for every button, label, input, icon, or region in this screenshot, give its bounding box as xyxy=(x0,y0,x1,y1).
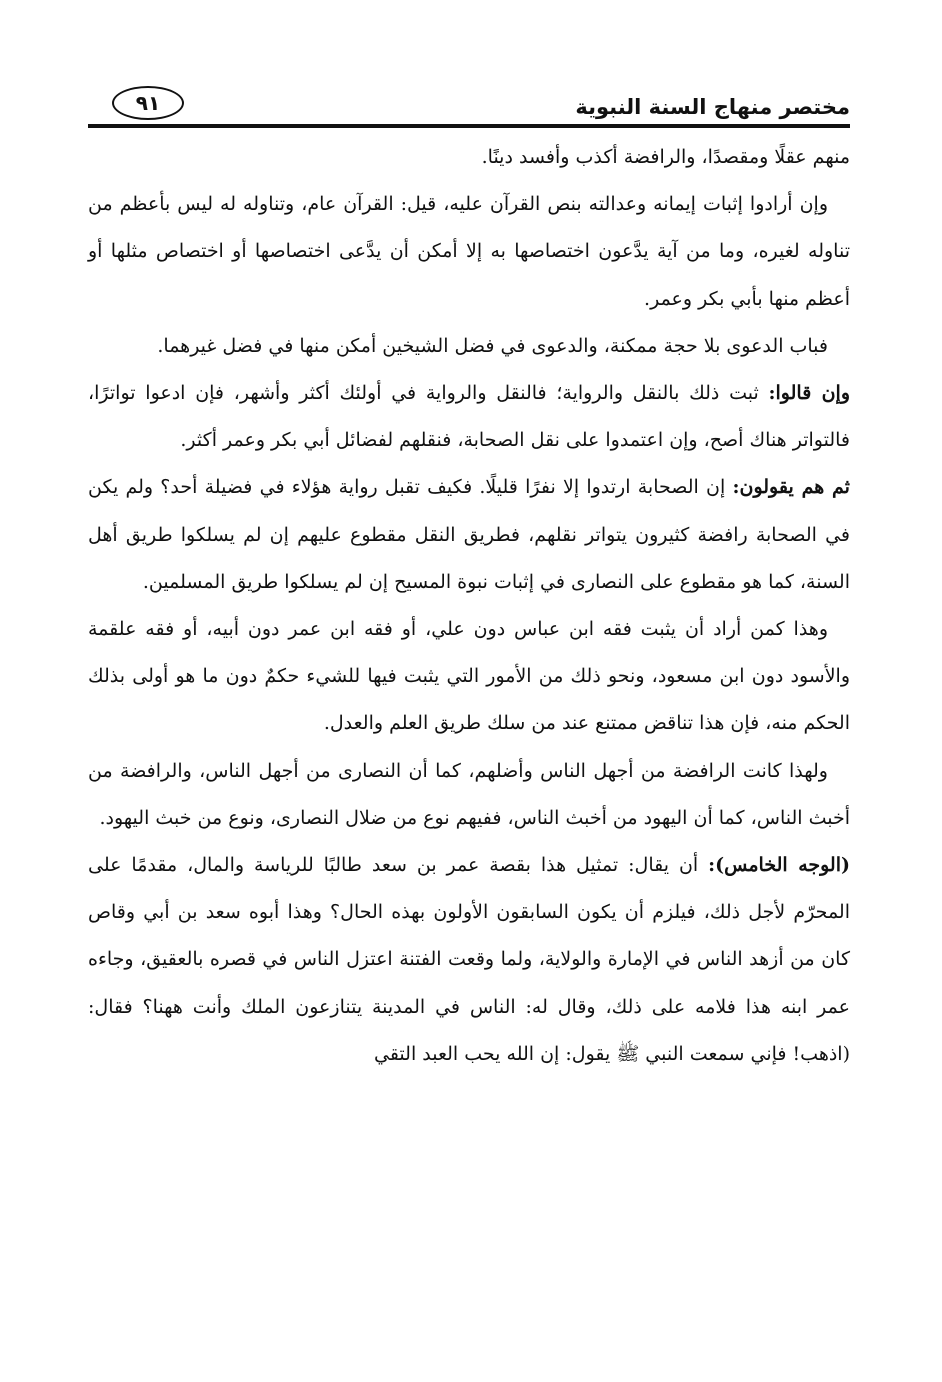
paragraph-2-text: وإن أرادوا إثبات إيمانه وعدالته بنص القرآن عليه، قيل: القرآن عام، وتناوله له ليس بأعظم من تناوله لغيره، وما من آية يدَّعون اختصاصها به إلا أمكن أن يدَّعى اختصاصها أو اختصاص مثلها أو أعظم منها بأبي بكر وعمر. xyxy=(88,193,850,310)
paragraph-4-text: ثبت ذلك بالنقل والرواية؛ فالنقل والرواية في أولئك أكثر وأشهر، فإن ادعوا تواترًا، فالتواتر هناك أصح، وإن اعتمدوا على نقل الصحابة، فنقلهم لفضائل أبي بكر وعمر أكثر. xyxy=(88,382,850,452)
body-text xyxy=(88,134,850,1078)
paragraph-4-lead: وإن قالوا: xyxy=(768,382,850,405)
paragraph-7-text: ولهذا كانت الرافضة من أجهل الناس وأضلهم، كما أن النصارى من أجهل الناس، والرافضة من أخبث الناس، كما أن اليهود من أخبث الناس، ففيهم نوع من ضلال النصارى، ونوع من خبث اليهود. xyxy=(88,759,850,829)
paragraph-1 xyxy=(88,134,850,181)
running-header xyxy=(88,84,850,128)
paragraph-5 xyxy=(88,464,850,606)
paragraph-4 xyxy=(88,370,850,464)
paragraph-5-text: إن الصحابة ارتدوا إلا نفرًا قليلًا. فكيف تقبل رواية هؤلاء في فضيلة أحد؟ ولم يكن في الصحابة رافضة كثيرون يتواتر نقلهم، فطريق النقل مقطوع عليهم إن لم يسلكوا طريق أهل السنة، كما هو مقطوع على النصارى في إثبات نبوة المسيح إن لم يسلكوا طريق المسلمين. xyxy=(88,476,850,593)
paragraph-5-lead: ثم هم يقولون: xyxy=(732,476,850,499)
paragraph-6 xyxy=(88,606,850,748)
paragraph-8 xyxy=(88,842,850,1078)
paragraph-3-text: فباب الدعوى بلا حجة ممكنة، والدعوى في فضل الشيخين أمكن منها في فضل غيرهما. xyxy=(157,334,828,357)
book-title: مختصر منهاج السنة النبوية xyxy=(575,95,850,119)
paragraph-3 xyxy=(88,323,850,370)
paragraph-7 xyxy=(88,748,850,842)
paragraph-8-text: أن يقال: تمثيل هذا بقصة عمر بن سعد طالبًا للرياسة والمال، مقدمًا على المحرّم لأجل ذلك، فيلزم أن يكون السابقون الأولون بهذه الحال؟ وهذا أبوه سعد بن أبي وقاص كان من أزهد الناس في الإمارة والولاية، ولما وقعت الفتنة اعتزل الناس في قصره بالعقيق، وجاءه عمر ابنه هذا فلامه على ذلك، وقال له: الناس في المدينة يتنازعون الملك وأنت ههنا؟ فقال: (اذهب! فإني سمعت النبي ﷺ يقول: إن الله يحب العبد التقي xyxy=(88,854,850,1065)
paragraph-6-text: وهذا كمن أراد أن يثبت فقه ابن عباس دون علي، أو فقه ابن عمر دون أبيه، أو فقه علقمة والأسود دون ابن مسعود، ونحو ذلك من الأمور التي يثبت فيها للشيء حكمٌ دون ما هو أولى بذلك الحكم منه، فإن هذا تناقض ممتنع عند من سلك طريق العلم والعدل. xyxy=(88,618,850,735)
paragraph-2 xyxy=(88,181,850,323)
paragraph-1-text: منهم عقلًا ومقصدًا، والرافضة أكذب وأفسد دينًا. xyxy=(481,146,850,168)
page-number-badge: ٩١ xyxy=(112,86,184,120)
header-rule xyxy=(88,124,850,128)
paragraph-8-lead: (الوجه الخامس): xyxy=(708,854,850,877)
